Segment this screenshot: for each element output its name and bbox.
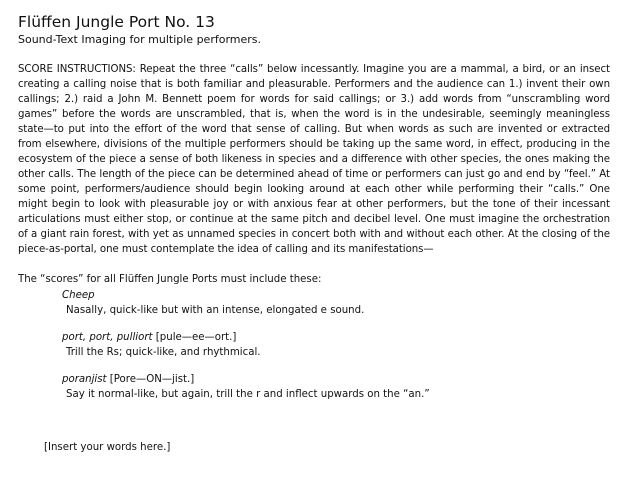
score-name bbox=[62, 288, 610, 303]
score-item-poranjist bbox=[62, 372, 610, 402]
score-pronunciation: [Pore—ON—jist.] bbox=[106, 374, 195, 385]
score-description: Trill the Rs; quick-like, and rhythmical. bbox=[66, 347, 261, 358]
document-subtitle: Sound-Text Imaging for multiple performers. bbox=[18, 33, 262, 46]
score-item-cheep bbox=[62, 288, 610, 318]
insert-words-placeholder: [Insert your words here.] bbox=[44, 442, 171, 453]
score-word: Cheep bbox=[62, 290, 95, 301]
score-pronunciation: [pule—ee—ort.] bbox=[152, 332, 237, 343]
score-description: Nasally, quick-like but with an intense, elongated e sound. bbox=[66, 305, 365, 316]
document-title: Flüffen Jungle Port No. 13 bbox=[18, 13, 215, 31]
score-description: Say it normal-like, but again, trill the r and inflect upwards on the “an.” bbox=[66, 389, 430, 400]
scores-intro: The “scores” for all Flüffen Jungle Ports must include these: bbox=[18, 274, 322, 285]
score-list bbox=[62, 288, 610, 402]
document-page bbox=[18, 12, 610, 414]
score-instructions: SCORE INSTRUCTIONS: Repeat the three “calls” below incessantly. Imagine you are a mammal, a bird, or an insect creating a calling noise that is both familiar and pleasurable. Performers and the audience can 1.) invent their own callings; 2.) raid a John M. Bennett poem for words for said callings; or 3.) add words from “unscrambling word games” before the words are unscrambled, that is, when the word is in the undesirable, seemingly meaningless state—to put into the effort of the word that sense of calling. But when words as such are invented or extracted from elsewhere, divisions of the multiple performers should be taking up the same word, in effect, producing in the ecosystem of the piece a sense of both likeness in species and a difference with other species, the ones making the other calls. The length of the piece can be determined ahead of time or performers can just go and end by “feel.” At some point, performers/audience should begin looking around at each other while performing their “calls.” One might begin to look with pleasurable joy or with anxious fear at other performers, but the tone of their incessant articulations must either stop, or continue at the same pitch and decibel level. One must imagine the orchestration of a giant rain forest, with yet as unnamed species in concert both with and without each other. At the closing of the piece-as-portal, one must contemplate the idea of calling and its manifestations— bbox=[18, 64, 610, 255]
score-item-pulliort bbox=[62, 330, 610, 360]
score-name bbox=[62, 330, 610, 345]
score-word: port, port, pulliort bbox=[62, 332, 153, 343]
score-word: poranjist bbox=[62, 374, 107, 385]
score-name bbox=[62, 372, 610, 387]
